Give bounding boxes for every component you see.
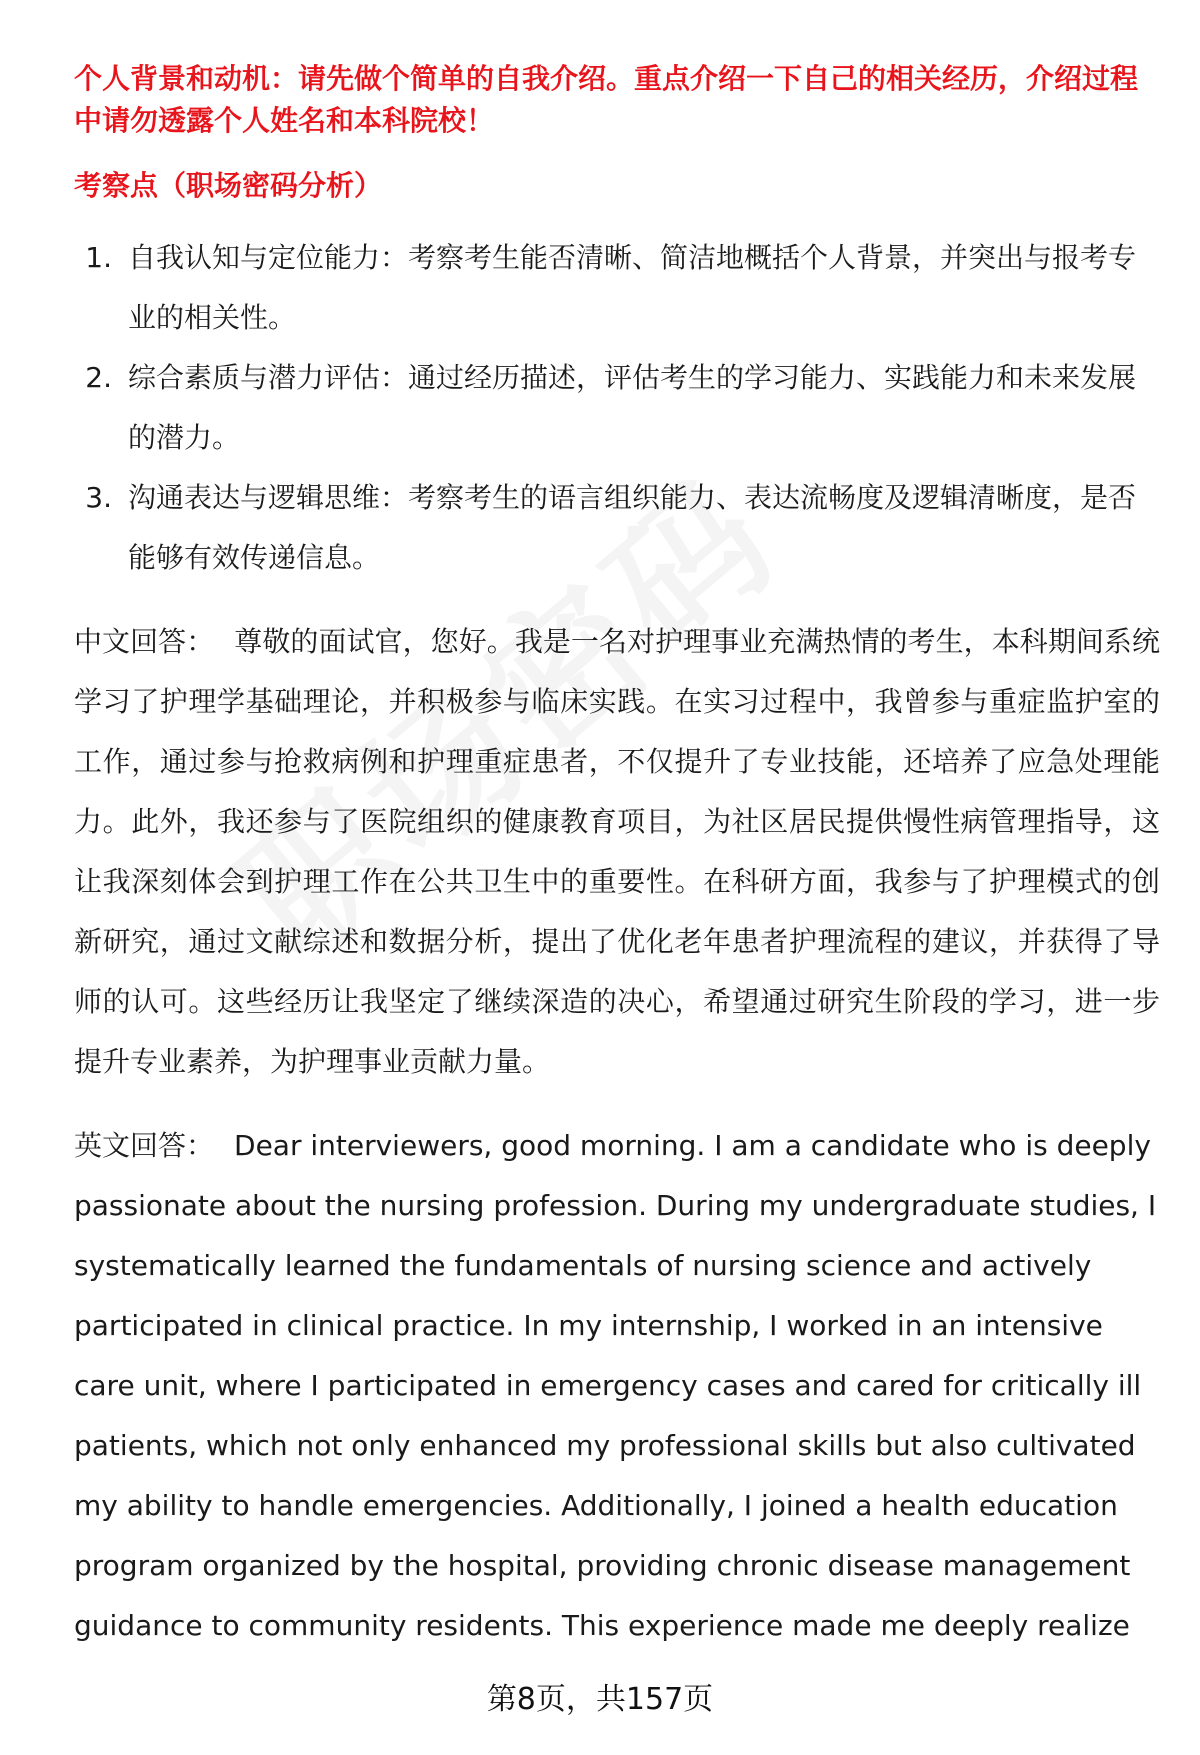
list-item bbox=[74, 468, 1160, 588]
points-list bbox=[74, 228, 1160, 588]
points-title: 考察点（职场密码分析） bbox=[74, 169, 383, 202]
chinese-answer-text: 尊敬的面试官，您好。我是一名对护理事业充满热情的考生，本科期间系统学习了护理学基础理论，并积极参与临床实践。在实习过程中，我曾参与重症监护室的工作，通过参与抢救病例和护理重症患者，不仅提升了专业技能，还培养了应急处理能力。此外，我还参与了医院组织的健康教育项目，为社区居民提供慢性病管理指导，这让我深刻体会到护理工作在公共卫生中的重要性。在科研方面，我参与了护理模式的创新研究，通过文献综述和数据分析，提出了优化老年患者护理流程的建议，并获得了导师的认可。这些经历让我坚定了继续深造的决心，希望通过研究生阶段的学习，进一步提升专业素养，为护理事业贡献力量。 bbox=[74, 625, 1160, 1078]
english-answer-label: 英文回答： bbox=[74, 1129, 215, 1162]
chinese-answer bbox=[74, 612, 1160, 1092]
question-heading: 个人背景和动机：请先做个简单的自我介绍。重点介绍一下自己的相关经历，介绍过程中请勿透露个人姓名和本科院校！ bbox=[74, 62, 1139, 137]
point-text: 自我认知与定位能力：考察考生能否清晰、简洁地概括个人背景，并突出与报考专业的相关性。 bbox=[128, 241, 1137, 334]
point-number: 3. bbox=[85, 481, 112, 514]
english-answer bbox=[74, 1116, 1160, 1656]
english-answer-text: Dear interviewers, good morning. I am a candidate who is deeply passionate about the nursing profession. During my undergraduate studies, I systematically learned the fundamentals of nursing science and actively participated in clinical practice. In my internship, I worked in an intensive care unit, where I participated in emergency cases and cared for critically ill patients, which not only enhanced my professional skills but also cultivated my ability to handle emergencies. Additionally, I joined a health education program organized by the hospital, providing chronic disease management guidance to community residents. This experience made me deeply realize bbox=[74, 1129, 1157, 1642]
chinese-answer-label: 中文回答： bbox=[74, 625, 215, 658]
list-item bbox=[74, 228, 1160, 348]
page-footer: 第8页，共157页 bbox=[486, 1682, 714, 1717]
point-text: 沟通表达与逻辑思维：考察考生的语言组织能力、表达流畅度及逻辑清晰度，是否能够有效传递信息。 bbox=[128, 481, 1137, 574]
page-content bbox=[74, 58, 1160, 1656]
point-number: 2. bbox=[85, 361, 112, 394]
point-number: 1. bbox=[85, 241, 112, 274]
point-text: 综合素质与潜力评估：通过经历描述，评估考生的学习能力、实践能力和未来发展的潜力。 bbox=[128, 361, 1137, 454]
list-item bbox=[74, 348, 1160, 468]
